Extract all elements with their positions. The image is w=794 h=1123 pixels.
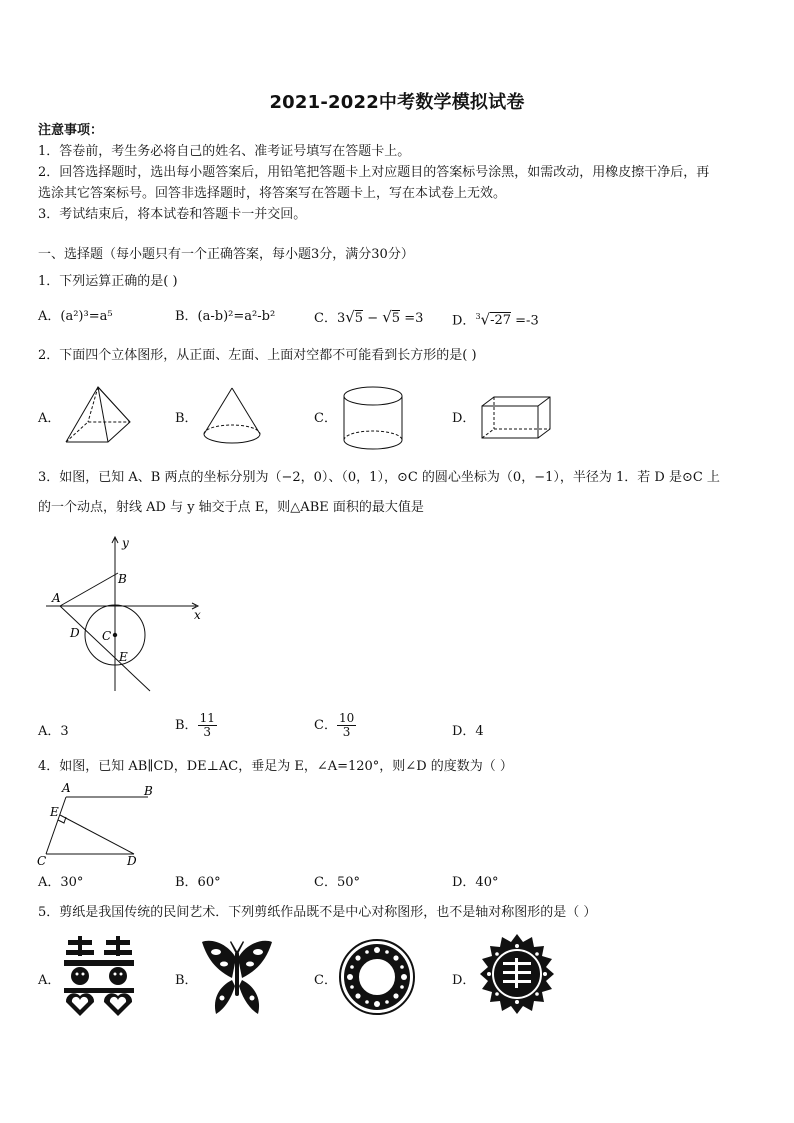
question-5-stem: 5．剪纸是我国传统的民间艺术．下列剪纸作品既不是中心对称图形，也不是轴对称图形的是（ ） [38,905,597,920]
question-3-stem: 3．如图，已知 A、B 两点的坐标分别为（−2，0）、（0，1），⊙C 的圆心坐标为（0，−1），半径为 1．若 D 是⊙C 上 [38,470,720,485]
q4-point-a-label: A [62,781,71,795]
rosette-papercut-icon [476,932,558,1020]
q1-option-c: C．3√5 − √5 =3 [314,308,424,326]
q2-option-a-label: A． [38,411,61,426]
q1-option-d: D．$^3$√-27 =-3 [452,310,539,329]
q2-option-c-label: C． [314,411,337,426]
butterfly-papercut-icon [198,938,276,1018]
q5-option-d-label: D． [452,973,476,988]
q3-option-c: C． $\frac{10}{3}$ [314,711,355,739]
coordinate-circle-figure [38,533,218,703]
x-axis-label: x [194,608,201,622]
notice-heading: 注意事项： [38,123,104,138]
parallel-lines-figure [36,779,166,871]
q4-point-c-label: C [37,854,47,868]
q3-option-a: A．3 [38,724,69,739]
q4-point-b-label: B [144,784,153,798]
point-c-label: C [102,629,112,643]
q2-option-b-label: B． [175,411,198,426]
q4-point-d-label: D [127,854,137,868]
q1-option-a: A．(a²)³=a⁵ [38,309,113,324]
point-d-label: D [70,626,80,640]
page-title: 2021-2022中考数学模拟试卷 [269,92,525,113]
cone-figure [200,386,264,448]
y-axis-label: y [122,536,129,550]
q2-option-d-label: D． [452,411,476,426]
q4-point-e-label: E [50,805,59,819]
question-4-stem: 4．如图，已知 AB∥CD，DE⊥AC，垂足为 E，∠A=120°，则∠D 的度数为（ ） [38,759,513,774]
notice-item: 3．考试结束后，将本试卷和答题卡一并交回。 [38,207,307,222]
cuboid-figure [478,394,554,442]
question-2-stem: 2．下面四个立体图形，从正面、左面、上面对空都不可能看到长方形的是( ) [38,348,477,363]
q4-option-a: A．30° [38,875,84,890]
point-e-label: E [119,650,128,664]
q5-option-c-label: C． [314,973,337,988]
point-b-label: B [118,572,127,586]
q5-option-a-label: A． [38,973,61,988]
notice-item: 2．回答选择题时，选出每小题答案后，用铅笔把答题卡上对应题目的答案标号涂黑，如需改动，用橡皮擦干净后，再 [38,165,710,180]
q4-option-b: B．60° [175,875,221,890]
cylinder-figure [340,384,406,454]
question-1-stem: 1．下列运算正确的是( ) [38,274,178,289]
double-happiness-papercut-icon [60,936,138,1018]
question-3-stem-continued: 的一个动点，射线 AD 与 y 轴交于点 E，则△ABE 面积的最大值是 [38,500,424,515]
q1-option-b: B．(a-b)²=a²-b² [175,309,276,324]
notice-item: 1．答卷前，考生务必将自己的姓名、准考证号填写在答题卡上。 [38,144,411,159]
pyramid-figure [62,385,134,447]
q4-option-c: C．50° [314,875,360,890]
q5-option-b-label: B． [175,973,198,988]
ring-pattern-papercut-icon [338,936,416,1018]
section-heading: 一、选择题（每小题只有一个正确答案，每小题3分，满分30分） [38,247,414,262]
notice-item: 选涂其它答案标号。回答非选择题时，将答案写在答题卡上，写在本试卷上无效。 [38,186,507,201]
q3-option-d: D．4 [452,724,484,739]
q3-option-b: B． $\frac{11}{3}$ [175,711,215,739]
point-a-label: A [52,591,61,605]
q4-option-d: D．40° [452,875,499,890]
